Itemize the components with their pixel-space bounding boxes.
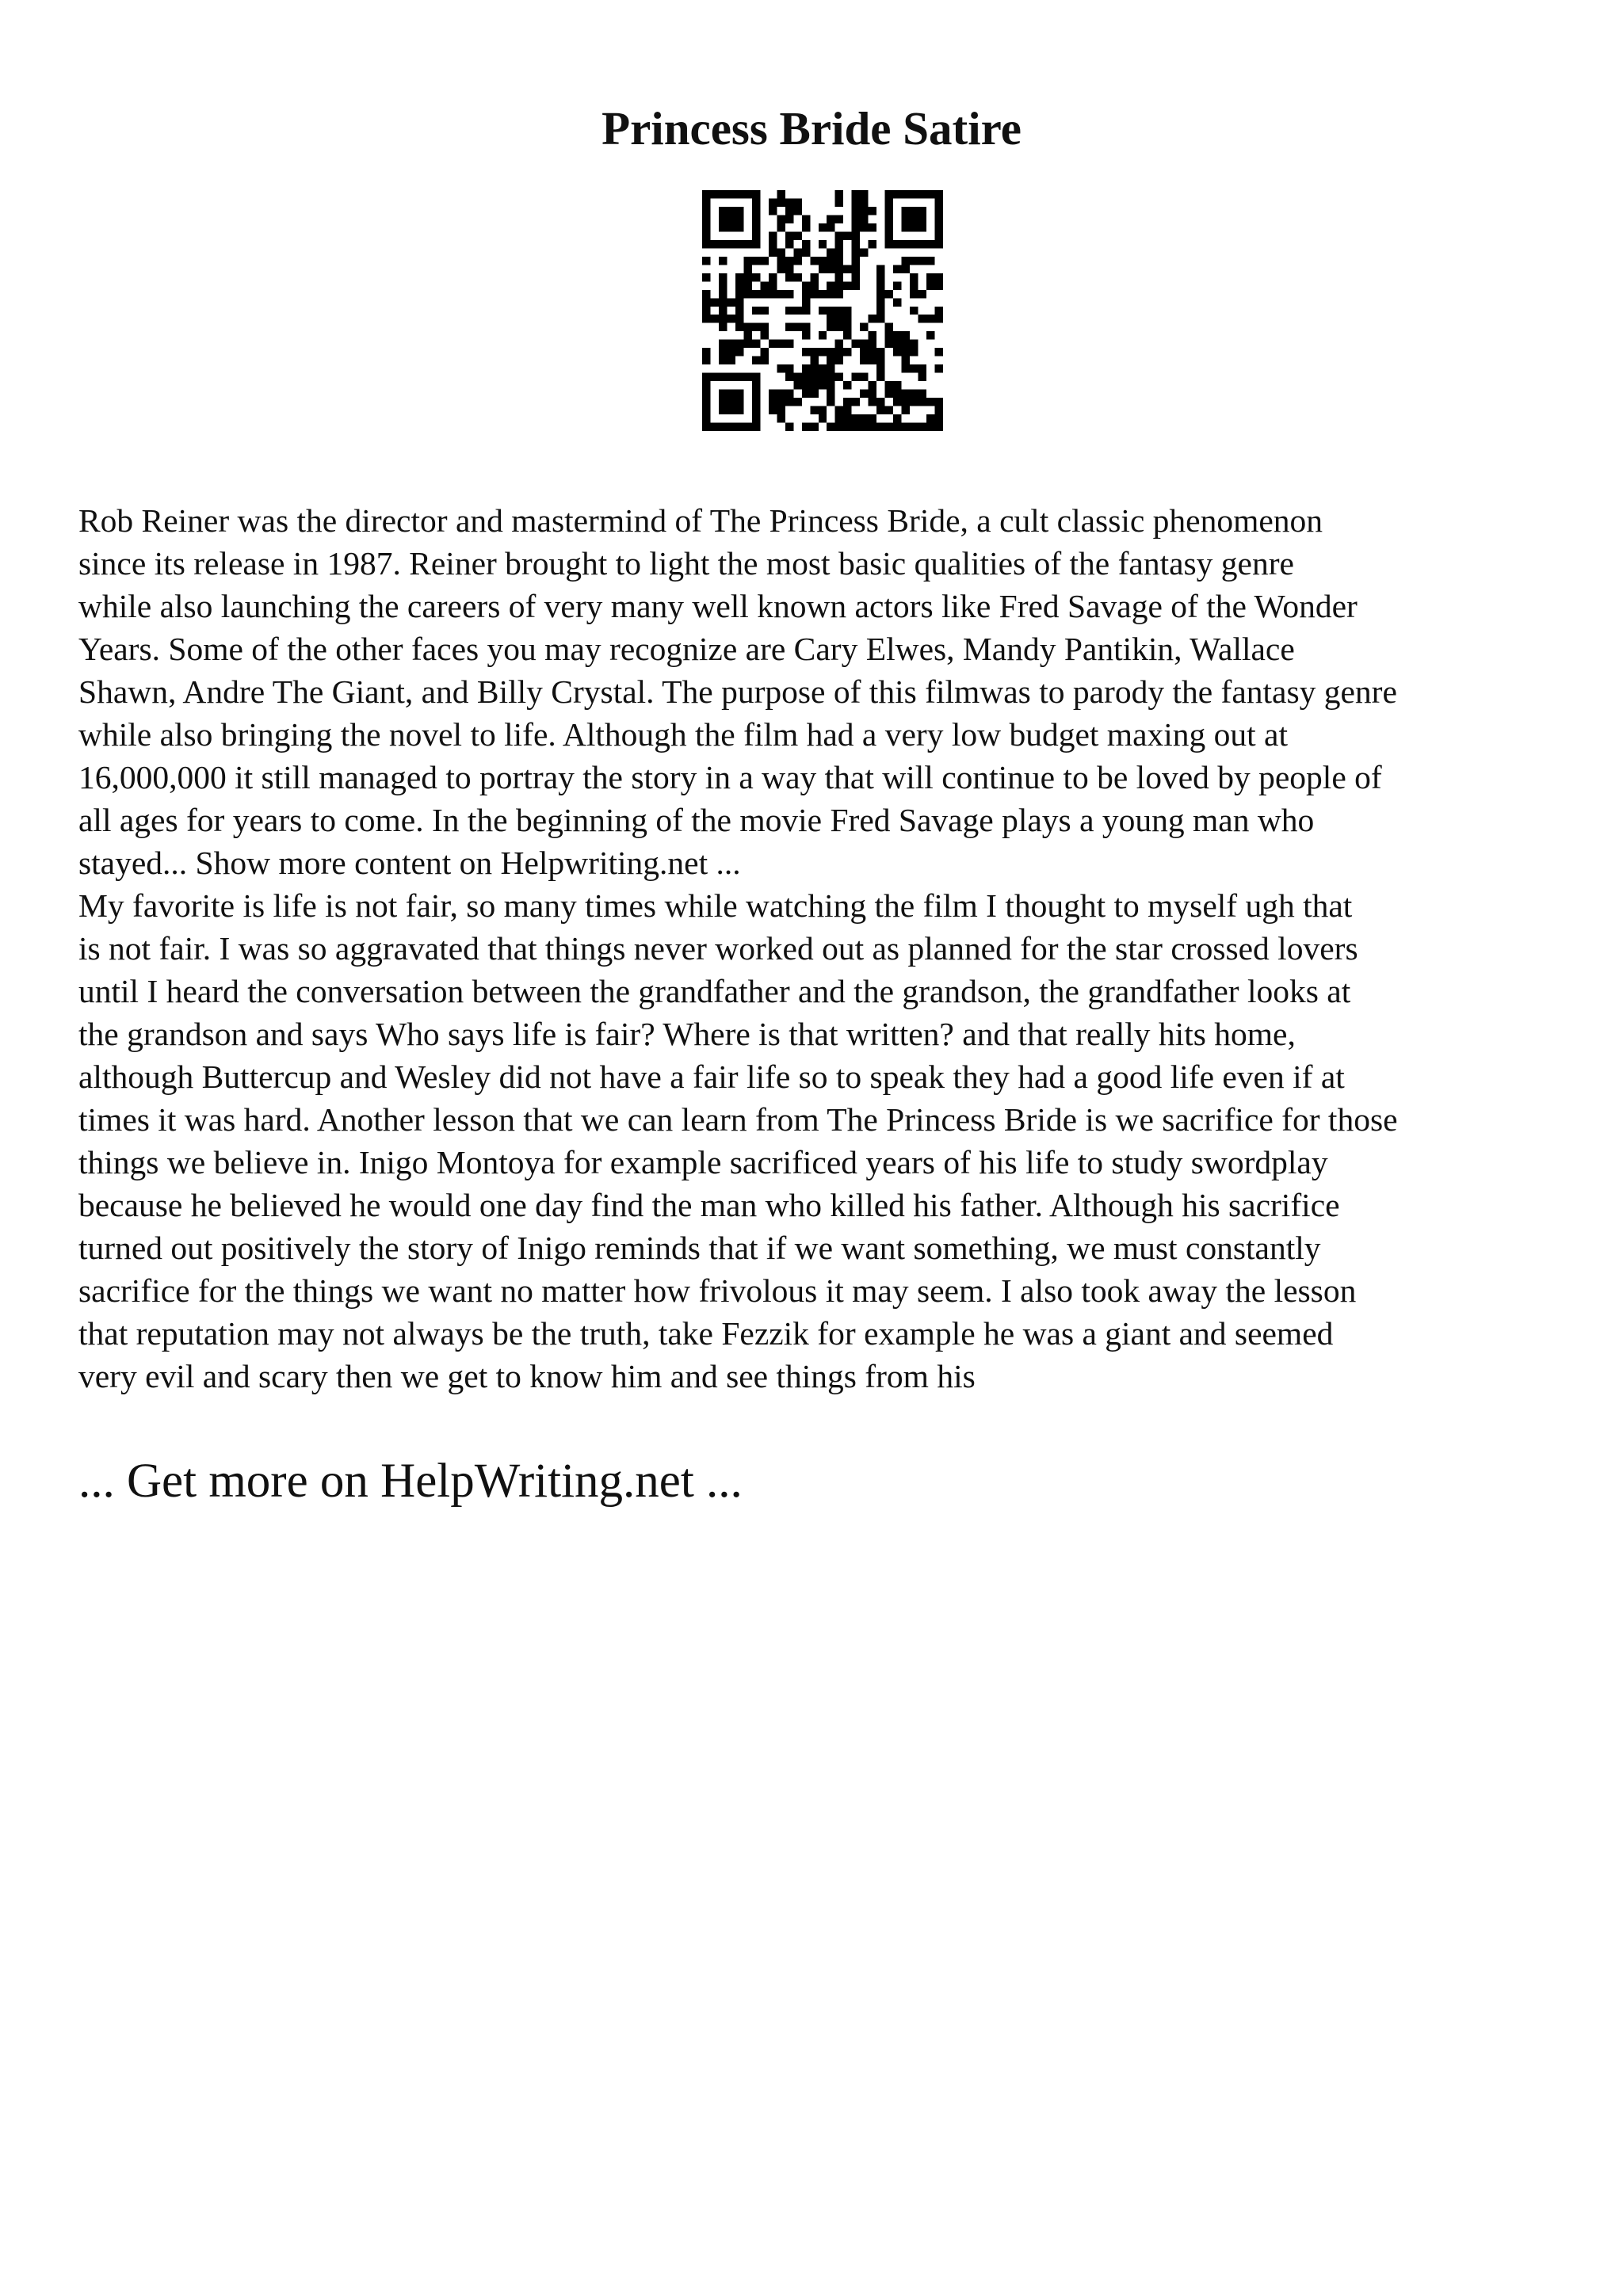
paragraph-1 [78,499,1584,884]
document-title: Princess Bride Satire [601,102,1022,154]
text-line: Rob Reiner was the director and mastermind of The Princess Bride, a cult classic phenomenon [78,502,1323,539]
qr-code-icon [702,190,943,431]
text-line: the grandson and says Who says life is fair? Where is that written? and that really hits home, [78,1016,1296,1052]
text-line: Years. Some of the other faces you may recognize are Cary Elwes, Mandy Pantikin, Wallace [78,631,1295,667]
text-line: although Buttercup and Wesley did not have a fair life so to speak they had a good life even if at [78,1058,1345,1095]
text-line: times it was hard. Another lesson that we can learn from The Princess Bride is we sacrifice for those [78,1101,1398,1138]
text-line: while also bringing the novel to life. Although the film had a very low budget maxing out at [78,716,1288,753]
text-line: My favorite is life is not fair, so many times while watching the film I thought to myself ugh that [78,887,1353,924]
article-body [78,499,1584,1398]
text-line: is not fair. I was so aggravated that things never worked out as planned for the star crossed lovers [78,930,1358,967]
text-line: things we believe in. Inigo Montoya for example sacrificed years of his life to study swordplay [78,1144,1328,1180]
text-line: until I heard the conversation between the grandfather and the grandson, the grandfather looks at [78,973,1351,1009]
text-line: turned out positively the story of Inigo reminds that if we want something, we must constantly [78,1230,1321,1266]
text-line: very evil and scary then we get to know him and see things from his [78,1358,976,1394]
get-more-link[interactable]: ... Get more on HelpWriting.net ... [78,1455,743,1508]
text-line: 16,000,000 it still managed to portray the story in a way that will continue to be loved by people of [78,759,1382,795]
text-line: while also launching the careers of very many well known actors like Fred Savage of the Wonder [78,588,1358,624]
text-line: all ages for years to come. In the beginning of the movie Fred Savage plays a young man who [78,802,1315,838]
text-line: sacrifice for the things we want no matter how frivolous it may seem. I also took away the lesson [78,1272,1357,1309]
text-line: because he believed he would one day find the man who killed his father. Although his sacrifice [78,1187,1340,1223]
text-line: stayed... Show more content on Helpwriting.net ... [78,845,741,881]
paragraph-2 [78,884,1584,1398]
text-line: since its release in 1987. Reiner brought to light the most basic qualities of the fantasy genre [78,545,1294,582]
text-line: that reputation may not always be the truth, take Fezzik for example he was a giant and seemed [78,1315,1334,1352]
text-line: Shawn, Andre The Giant, and Billy Crystal. The purpose of this filmwas to parody the fantasy genre [78,673,1397,710]
